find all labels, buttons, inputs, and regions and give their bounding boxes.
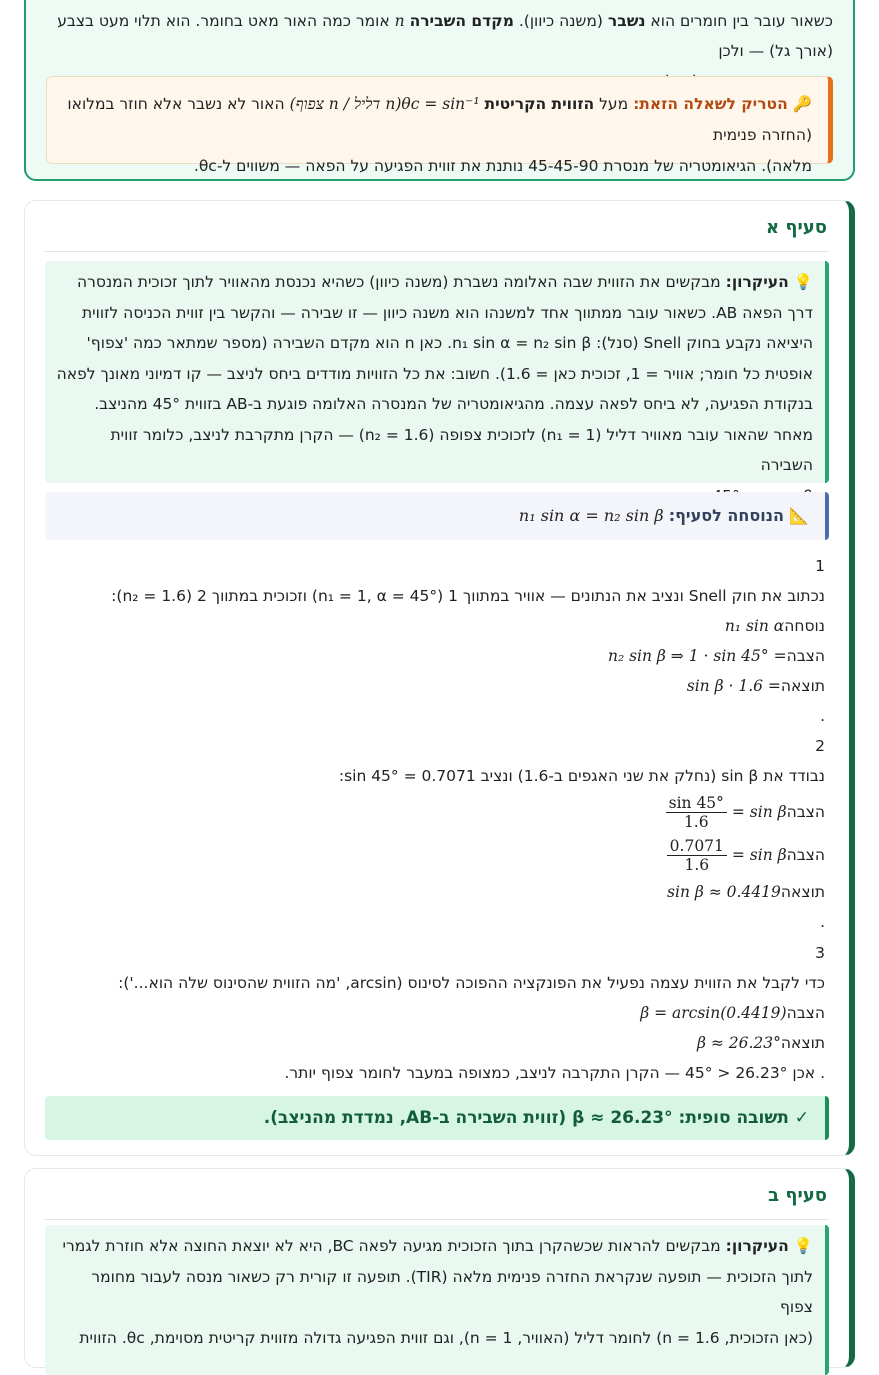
step-number: 2 [815, 737, 825, 755]
snell-formula: n₁ sin α = n₂ sin β [518, 506, 664, 525]
step-row: הצבהsin β = $\frac{0.7071}{1.6}$ [45, 833, 825, 877]
triangle-ruler-icon: 📐 [789, 506, 809, 525]
principle-box: 💡 העיקרון: מבקשים את הזווית שבה האלומה נשברת (משנה כיוון) כשהיא נכנסת מהאוויר לתוך זכוכית המנסרה דרך הפאה AB. כשאור עובר ממתווך אחד למשנהו הוא משנה כיוון — זו שבירה — והקשר בין זווית הכניסה לזווית היציאה נקבע בחוק Snell (סנל): n₁ sin α = n₂ sin β. כאן n הוא מקדם השבירה (מספר שמתאר כמה 'צפוף' אופטית כל חומר; אוויר = 1, זכוכית כאן = 1.6). חשוב: את כל הזוויות מודדים ביחס לניצב — קו דמיוני מאונך לפאה בנקודת הפגיעה, לא ביחס לפאה עצמה. מהגיאומטריה של המנסרה האלומה פוגעת ב-AB בזווית 45° מהניצב. מאחר שהאור עובר מאוויר דליל (n₁ = 1) לזכוכית צפופה (n₂ = 1.6) — הקרן מתקרבת לניצב, כלומר זווית השבירה [45, 261, 829, 483]
section-b-card [24, 1168, 855, 1368]
section-a-card [24, 200, 855, 1156]
final-answer-box: ✓ תשובה סופית: β ≈ 26.23° (זווית השבירה ב-AB, נמדדת מהניצב). [45, 1096, 829, 1140]
step-row: תוצאה= 1.6 · sin β [686, 677, 825, 695]
step-description: נבודד את sin β (נחלק את שני האגפים ב-1.6) ונציב sin 45° = 0.7071: [338, 767, 825, 785]
step-number: 3 [815, 944, 825, 962]
critical-angle-formula: θc = sin⁻¹(n דליל / n צפוף) [289, 95, 480, 113]
tip-box [46, 76, 833, 175]
section-b-title: סעיף ב [768, 1185, 827, 1206]
step-row: תוצאהsin β ≈ 0.4419 [667, 883, 825, 901]
step-tail: . [820, 913, 825, 931]
step-row: הצבהsin β = $\frac{\sin 45^\circ}{1.6}$ [45, 791, 825, 833]
section-divider [45, 251, 829, 252]
step-tail: . אכן 26.23° < 45° — הקרן התקרבה לניצב, כמצופה במעבר לחומר צפוף יותר. [284, 1064, 825, 1082]
step-description: כדי לקבל את הזווית עצמה נפעיל את הפונקציה ההפוכה לסינוס (arcsin, 'מה הזווית שהסינוס שלה הוא...'): [118, 974, 825, 992]
lightbulb-icon: 💡 [793, 1237, 813, 1255]
tip-line-2: מלאה). הגיאומטריה של מנסרת 45-45-90 נותנת את זווית הפגיעה על הפאה — משווים ל-θc. [193, 157, 812, 175]
step-3 [45, 938, 825, 1088]
formula-box: 📐 הנוסחה לסעיף: n₁ sin α = n₂ sin β [45, 492, 829, 540]
principle-box: 💡 העיקרון: מבקשים להראות שכשהקרן בתוך הזכוכית מגיעה לפאה BC, היא לא יוצאת החוצה אלא חוזרת לגמרי לתוך הזכוכית — תופעה שנקראת החזרה פנימית מלאה (TIR). תופעה זו קורית רק כשאור מנסה לעבור מחומר צפוף (כאן הזכוכית, n = 1.6) לחומר דליל (האוויר, n = 1), וגם זווית הפגיעה גדולה מזווית קריטית מסוימת, θc. הזווית [45, 1225, 829, 1375]
step-row: תוצאהβ ≈ 26.23° [696, 1034, 825, 1052]
step-tail: . [820, 707, 825, 725]
step-row: נוסחהn₁ sin α [724, 617, 825, 635]
key-icon: 🔑 [792, 95, 812, 113]
step-row: הצבהβ = arcsin(0.4419) [640, 1004, 825, 1022]
step-1 [45, 551, 825, 731]
section-divider [45, 1219, 829, 1220]
step-2 [45, 731, 825, 937]
intro-line-1: כשאור עובר בין חומרים הוא נשבר (משנה כיוון). מקדם השבירה n אומר כמה האור מאט בחומר. הוא תלוי מעט בצבע (אורך גל) — ולכן [57, 12, 833, 60]
checkmark-icon: ✓ [794, 1108, 809, 1128]
section-a-title: סעיף א [765, 217, 827, 238]
step-description: נכתוב את חוק Snell ונציב את הנתונים — אוויר במתווך 1 (n₁ = 1, α = 45°) וזכוכית במתווך 2 (n₂ = 1.6): [111, 587, 825, 605]
lightbulb-icon: 💡 [793, 273, 813, 291]
step-row: הצבה= n₂ sin β ⇒ 1 · sin 45° [607, 647, 825, 665]
intro-card [24, 0, 855, 181]
step-number: 1 [815, 557, 825, 575]
tip-line-1: 🔑 הטריק לשאלה הזאת: מעל הזווית הקריטית θc = sin⁻¹(n דליל / n צפוף) האור לא נשבר אלא חוזר במלואו (החזרה פנימית [67, 95, 812, 144]
